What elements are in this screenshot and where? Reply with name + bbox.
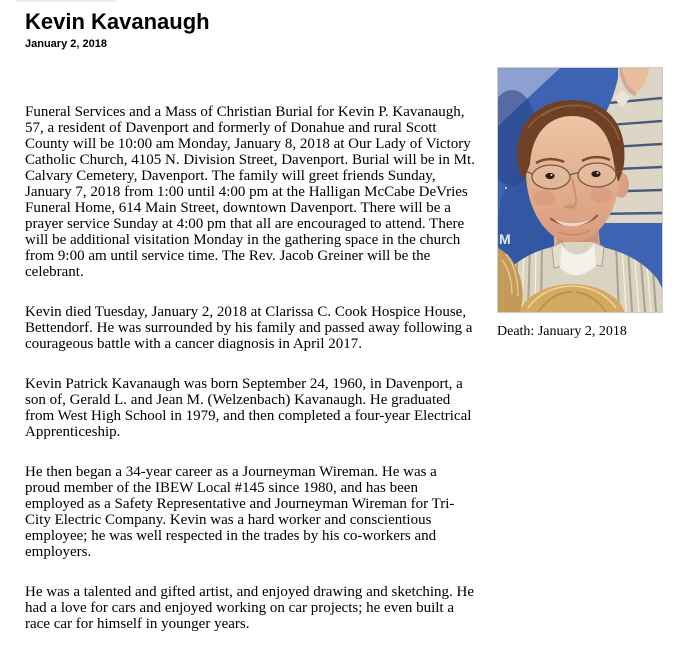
obituary-paragraph: Funeral Services and a Mass of Christian Burial for Kevin P. Kavanaugh, 57, a resident of Davenport and formerly of Donahue and rural Scott County will be 10:00 am Monday, January 8, 2018 at Our Lady of Victory Catholic Church, 4105 N. Division Street, Davenport. Burial will be in Mt. Calvary Cemetery, Davenport. The family will greet friends Sunday, January 7, 2018 from 1:00 until 4:00 pm at the Halligan McCabe DeVries Funeral Home, 614 Main Street, downtown Davenport. There will be a prayer service Sunday at 4:00 pm that all are encouraged to attend. There will be additional visitation Monday in the gathering space in the church from 9:00 am until service time. The Rev. Jacob Greiner will be the celebrant. xyxy=(25,104,475,280)
obituary-paragraph: Kevin Patrick Kavanaugh was born September 24, 1960, in Davenport, a son of, Gerald L. and Jean M. (Welzenbach) Kavanaugh. He graduated from West High School in 1979, and then completed a four-year Electrical Apprenticeship. xyxy=(25,376,472,440)
obituary-paragraph: He then began a 34-year career as a Journeyman Wireman. He was a proud member of the IBEW Local #145 since 1980, and has been employed as a Safety Representative and Journeyman Wireman for Tri-City Electric Company. Kevin was a hard worker and conscientious employee; he was well respected in the trades by his co-workers and employers. xyxy=(25,464,455,560)
photo-column xyxy=(497,67,663,340)
obituary-body xyxy=(25,104,475,632)
obituary-paragraph: He was a talented and gifted artist, and enjoyed drawing and sketching. He had a love for cars and enjoyed working on car projects; he even built a race car for himself in younger years. xyxy=(25,584,475,632)
portrait-photo xyxy=(497,67,663,313)
page-title: Kevin Kavanaugh xyxy=(25,9,210,34)
portrait-photo-illustration xyxy=(498,68,662,312)
obituary-paragraph: Kevin died Tuesday, January 2, 2018 at Clarissa C. Cook Hospice House, Bettendorf. He was surrounded by his family and passed away following a courageous battle with a cancer diagnosis in April 2017. xyxy=(25,304,473,352)
publication-date: January 2, 2018 xyxy=(25,38,107,50)
death-date-caption: Death: January 2, 2018 xyxy=(497,324,627,339)
obituary-content xyxy=(25,0,477,656)
backdrop-letter: M xyxy=(499,231,511,247)
